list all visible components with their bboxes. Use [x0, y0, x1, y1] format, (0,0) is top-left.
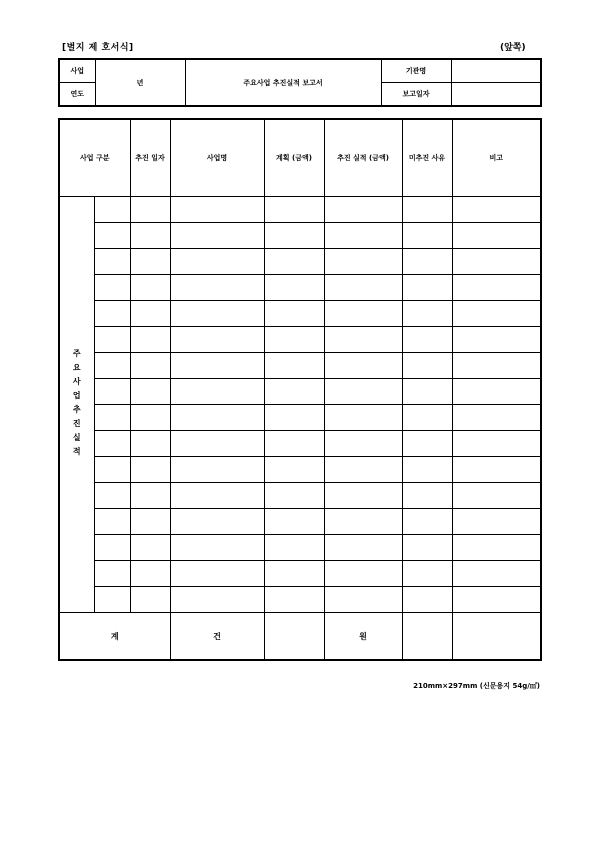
header-result: 추진 실적 (금액) — [324, 119, 402, 197]
label-year: 연도 — [59, 83, 95, 107]
project-name-cell[interactable] — [170, 535, 264, 561]
table-row — [59, 327, 541, 353]
reason-cell[interactable] — [402, 587, 452, 613]
date-cell[interactable] — [130, 223, 170, 249]
result-cell[interactable] — [324, 431, 402, 457]
reason-cell[interactable] — [402, 405, 452, 431]
remarks-cell[interactable] — [452, 275, 541, 301]
sub-category-cell[interactable] — [94, 587, 130, 613]
sub-category-cell[interactable] — [94, 301, 130, 327]
project-name-cell[interactable] — [170, 483, 264, 509]
project-name-cell[interactable] — [170, 405, 264, 431]
project-name-cell[interactable] — [170, 561, 264, 587]
result-cell[interactable] — [324, 197, 402, 223]
result-cell[interactable] — [324, 249, 402, 275]
date-cell[interactable] — [130, 587, 170, 613]
agency-field[interactable] — [451, 59, 541, 83]
result-cell[interactable] — [324, 379, 402, 405]
table-row — [59, 301, 541, 327]
date-cell[interactable] — [130, 249, 170, 275]
remarks-cell[interactable] — [452, 483, 541, 509]
plan-cell[interactable] — [264, 431, 324, 457]
plan-cell[interactable] — [264, 535, 324, 561]
sub-category-cell[interactable] — [94, 249, 130, 275]
sub-category-cell[interactable] — [94, 483, 130, 509]
date-cell[interactable] — [130, 327, 170, 353]
reason-cell[interactable] — [402, 327, 452, 353]
reason-cell[interactable] — [402, 509, 452, 535]
reason-cell[interactable] — [402, 197, 452, 223]
project-name-cell[interactable] — [170, 301, 264, 327]
reason-cell[interactable] — [402, 379, 452, 405]
sub-category-cell[interactable] — [94, 379, 130, 405]
plan-cell[interactable] — [264, 587, 324, 613]
table-row — [59, 275, 541, 301]
project-name-cell[interactable] — [170, 587, 264, 613]
reason-cell[interactable] — [402, 431, 452, 457]
result-cell[interactable] — [324, 353, 402, 379]
sub-category-cell[interactable] — [94, 353, 130, 379]
report-date-field[interactable] — [451, 83, 541, 107]
total-count: 건 — [170, 613, 264, 661]
date-cell[interactable] — [130, 353, 170, 379]
plan-cell[interactable] — [264, 249, 324, 275]
form-title: 주요사업 추진실적 보고서 — [185, 59, 381, 106]
table-row — [59, 353, 541, 379]
plan-cell[interactable] — [264, 301, 324, 327]
remarks-cell[interactable] — [452, 535, 541, 561]
total-amount: 원 — [324, 613, 402, 661]
project-name-cell[interactable] — [170, 379, 264, 405]
reason-cell[interactable] — [402, 561, 452, 587]
sub-category-cell[interactable] — [94, 509, 130, 535]
table-row — [59, 561, 541, 587]
result-cell[interactable] — [324, 457, 402, 483]
header-row — [59, 119, 541, 197]
sub-category-cell[interactable] — [94, 327, 130, 353]
table-row — [59, 223, 541, 249]
date-cell[interactable] — [130, 483, 170, 509]
date-cell[interactable] — [130, 561, 170, 587]
date-cell[interactable] — [130, 431, 170, 457]
plan-cell[interactable] — [264, 483, 324, 509]
reason-cell[interactable] — [402, 249, 452, 275]
remarks-cell[interactable] — [452, 249, 541, 275]
remarks-cell[interactable] — [452, 509, 541, 535]
date-cell[interactable] — [130, 535, 170, 561]
plan-cell[interactable] — [264, 405, 324, 431]
remarks-cell[interactable] — [452, 457, 541, 483]
table-row — [59, 431, 541, 457]
result-cell[interactable] — [324, 483, 402, 509]
table-row — [59, 483, 541, 509]
date-cell[interactable] — [130, 405, 170, 431]
plan-cell[interactable] — [264, 509, 324, 535]
result-cell[interactable] — [324, 223, 402, 249]
plan-cell[interactable] — [264, 353, 324, 379]
label-business: 사업 — [59, 59, 95, 83]
total-plan-cell[interactable] — [264, 613, 324, 661]
plan-cell[interactable] — [264, 197, 324, 223]
result-cell[interactable] — [324, 509, 402, 535]
date-cell[interactable] — [130, 379, 170, 405]
results-table — [58, 118, 542, 661]
remarks-cell[interactable] — [452, 561, 541, 587]
header-plan: 계획 (금액) — [264, 119, 324, 197]
header-project-name: 사업명 — [170, 119, 264, 197]
header-remarks: 비고 — [452, 119, 541, 197]
header-reason: 미추진 사유 — [402, 119, 452, 197]
remarks-cell[interactable] — [452, 405, 541, 431]
project-name-cell[interactable] — [170, 249, 264, 275]
sub-category-cell[interactable] — [94, 457, 130, 483]
table-row — [59, 379, 541, 405]
page-side-label: (앞쪽) — [500, 43, 526, 53]
project-name-cell[interactable] — [170, 327, 264, 353]
year-field[interactable]: 년 — [95, 59, 185, 106]
plan-cell[interactable] — [264, 561, 324, 587]
reason-cell[interactable] — [402, 275, 452, 301]
plan-cell[interactable] — [264, 327, 324, 353]
total-row — [59, 613, 541, 661]
date-cell[interactable] — [130, 457, 170, 483]
reason-cell[interactable] — [402, 223, 452, 249]
reason-cell[interactable] — [402, 535, 452, 561]
total-label: 계 — [59, 613, 170, 661]
form-number: [별지 제 호서식] — [62, 43, 134, 53]
date-cell[interactable] — [130, 275, 170, 301]
sub-category-cell[interactable] — [94, 405, 130, 431]
reason-cell[interactable] — [402, 353, 452, 379]
project-name-cell[interactable] — [170, 275, 264, 301]
table-row — [59, 249, 541, 275]
remarks-cell[interactable] — [452, 431, 541, 457]
project-name-cell[interactable] — [170, 431, 264, 457]
table-row — [59, 509, 541, 535]
result-cell[interactable] — [324, 561, 402, 587]
table-row — [59, 587, 541, 613]
total-remarks-cell[interactable] — [452, 613, 541, 661]
project-name-cell[interactable] — [170, 457, 264, 483]
table-row — [59, 457, 541, 483]
remarks-cell[interactable] — [452, 301, 541, 327]
remarks-cell[interactable] — [452, 353, 541, 379]
sub-category-cell[interactable] — [94, 561, 130, 587]
label-agency: 기관명 — [381, 59, 451, 83]
header-date: 추진 일자 — [130, 119, 170, 197]
table-row — [59, 535, 541, 561]
result-cell[interactable] — [324, 301, 402, 327]
result-cell[interactable] — [324, 587, 402, 613]
result-cell[interactable] — [324, 405, 402, 431]
sub-category-cell[interactable] — [94, 197, 130, 223]
info-table — [58, 58, 542, 107]
total-reason-cell[interactable] — [402, 613, 452, 661]
project-name-cell[interactable] — [170, 509, 264, 535]
remarks-cell[interactable] — [452, 223, 541, 249]
reason-cell[interactable] — [402, 301, 452, 327]
paper-spec: 210mm×297mm (신문용지 54g/㎡) — [413, 682, 540, 690]
result-cell[interactable] — [324, 327, 402, 353]
result-cell[interactable] — [324, 535, 402, 561]
plan-cell[interactable] — [264, 223, 324, 249]
project-name-cell[interactable] — [170, 197, 264, 223]
plan-cell[interactable] — [264, 379, 324, 405]
header-category: 사업 구분 — [59, 119, 130, 197]
date-cell[interactable] — [130, 301, 170, 327]
date-cell[interactable] — [130, 197, 170, 223]
table-row — [59, 405, 541, 431]
sub-category-cell[interactable] — [94, 223, 130, 249]
remarks-cell[interactable] — [452, 587, 541, 613]
table-row — [59, 197, 541, 223]
reason-cell[interactable] — [402, 483, 452, 509]
remarks-cell[interactable] — [452, 379, 541, 405]
project-name-cell[interactable] — [170, 223, 264, 249]
reason-cell[interactable] — [402, 457, 452, 483]
row-group-label: 주요사업추진실적 — [59, 197, 94, 613]
plan-cell[interactable] — [264, 457, 324, 483]
remarks-cell[interactable] — [452, 197, 541, 223]
project-name-cell[interactable] — [170, 353, 264, 379]
sub-category-cell[interactable] — [94, 535, 130, 561]
sub-category-cell[interactable] — [94, 275, 130, 301]
date-cell[interactable] — [130, 509, 170, 535]
sub-category-cell[interactable] — [94, 431, 130, 457]
plan-cell[interactable] — [264, 275, 324, 301]
label-report-date: 보고일자 — [381, 83, 451, 107]
remarks-cell[interactable] — [452, 327, 541, 353]
result-cell[interactable] — [324, 275, 402, 301]
